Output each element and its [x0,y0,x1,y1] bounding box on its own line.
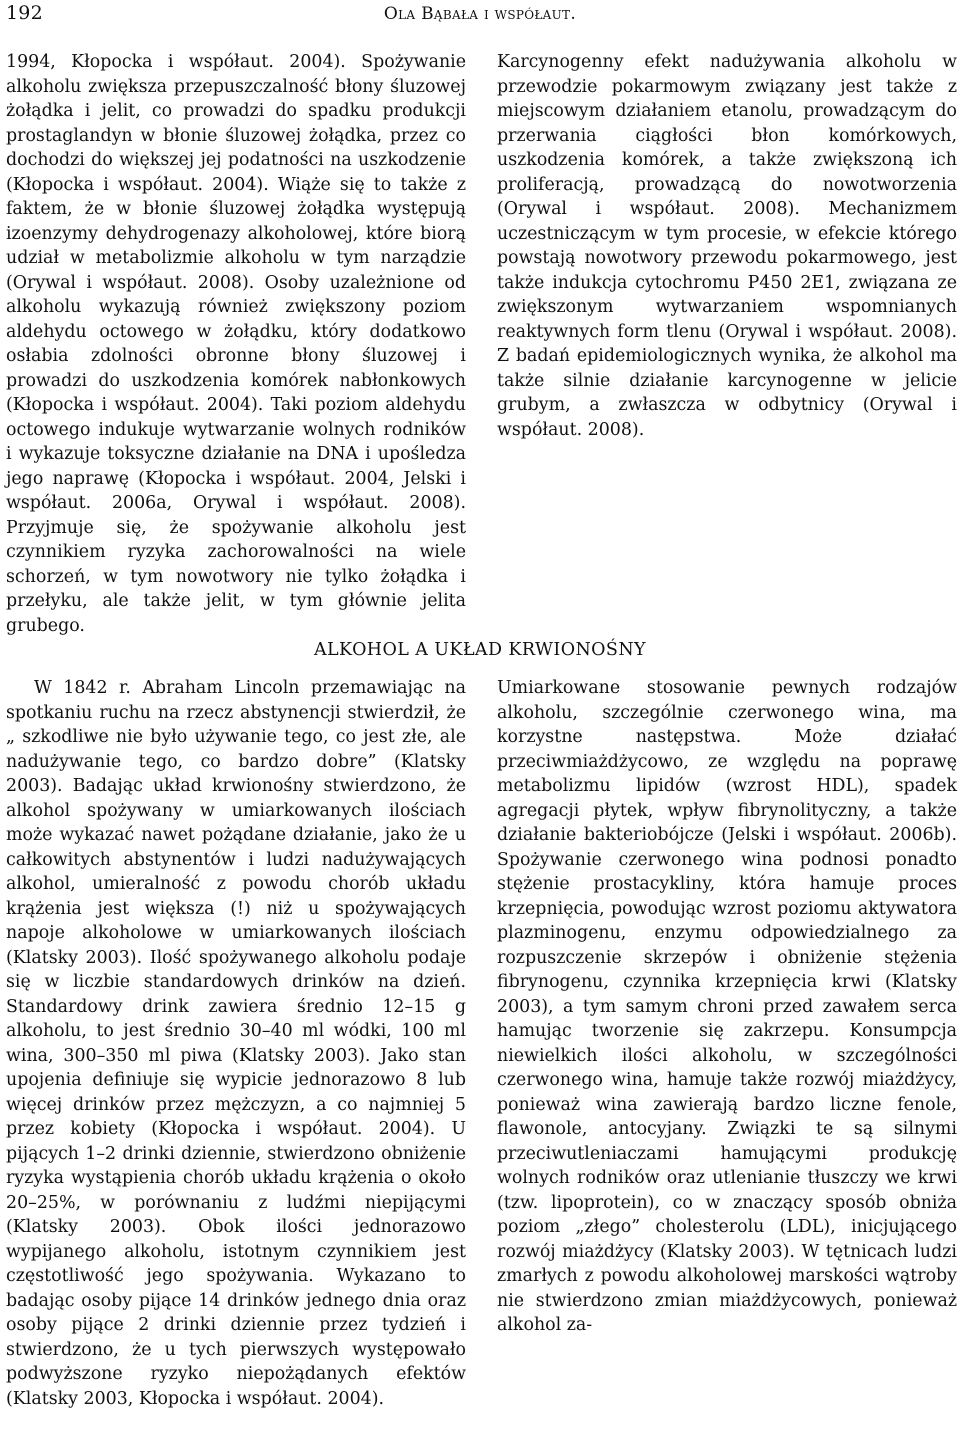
page-number: 192 [6,2,43,24]
page-header [0,0,960,30]
top-right-column [497,50,957,598]
paragraph: Karcynogenny efekt nadużywania alkoholu w przewodzie pokarmowym związany jest także z miejscowym działaniem etanolu, prowadzącym do przerwania ciągłości błon komórkowych, uszkodzenia komórek, a także zwiększoną ich proliferacją, prowadzącą do nowotworzenia (Orywal i współaut. 2008). Mechanizmem uczestniczącym w tym procesie, w efekcie którego powstają nowotwory przewodu pokarmowego, jest także indukcja cytochromu P450 2E1, związana ze zwiększonym wytwarzaniem wspomnianych reaktywnych form tlenu (Orywal i współaut. 2008). Z badań epidemiologicznych wynika, że alkohol ma także silnie działanie karcynogenne w jelicie grubym, a zwłaszcza w odbytnicy (Orywal i współaut. 2008). [497,52,957,440]
top-left-column [6,50,466,636]
paragraph: 1994, Kłopocka i współaut. 2004). Spożywanie alkoholu zwiększa przepuszczalność błony śluzowej żołądka i jelit, co prowadzi do spadku produkcji prostaglandyn w błonie śluzowej żołądka, przez co dochodzi do większej jej podatności na uszkodzenie (Kłopocka i współaut. 2004). Wiąże się to także z faktem, że w błonie śluzowej żołądka występują izoenzymy dehydrogenazy alkoholowej, które biorą udział w metabolizmie alkoholu w tym narządzie (Orywal i współaut. 2008). Osoby uzależnione od alkoholu wykazują również zwiększony poziom aldehydu octowego w żołądku, który dodatkowo osłabia zdolności obronne błony śluzowej i prowadzi do uszkodzenia komórek nabłonkowych (Kłopocka i współaut. 2004). Taki poziom aldehydu octowego indukuje wytwarzanie wolnych rodników i wykazuje toksyczne działanie na DNA i upośledza jego naprawę (Kłopocka i współaut. 2004, Jelski i współaut. 2006a, Orywal i współaut. 2008). Przyjmuje się, że spożywanie alkoholu jest czynnikiem ryzyka zachorowalności na wiele schorzeń, w tym nowotwory nie tylko żołądka i przełyku, ale także jelit, w tym głównie jelita grubego. [6,52,466,636]
section-left-column [6,676,466,1456]
running-head: Ola Bąbała i współaut. [383,4,577,24]
section-right-column [497,676,957,1456]
section-heading: ALKOHOL A UKŁAD KRWIONOŚNY [314,640,646,660]
paragraph: Umiarkowane stosowanie pewnych rodzajów alkoholu, szczególnie czerwonego wina, ma korzystne następstwa. Może działać przeciwmiażdżycowo, ze względu na poprawę metabolizmu lipidów (wzrost HDL), spadek agregacji płytek, wpływ fibrynolityczny, a także działanie bakteriobójcze (Jelski i współaut. 2006b). Spożywanie czerwonego wina podnosi ponadto stężenie prostacykliny, która hamuje proces krzepnięcia, powodując wzrost poziomu aktywatora plazminogenu, enzymu odpowiedzialnego za rozpuszczenie skrzepów i obniżenie stężenia fibrynogenu, czynnika krzepnięcia krwi (Klatsky 2003), a tym samym chroni przed zawałem serca hamując tworzenie się zakrzepu. Konsumpcja niewielkich ilości alkoholu, w szczególności czerwonego wina, hamuje także rozwój miażdżycy, ponieważ wina zawierają bardzo liczne fenole, flawonole, antocyjany. Związki te są silnymi przeciwutleniaczami hamującymi produkcję wolnych rodników oraz utlenianie tłuszczy we krwi (tzw. lipoprotein), co w znaczący sposób obniża poziom „złego” cholesterolu (LDL), inicjującego rozwój miażdżycy (Klatsky 2003). W tętnicach ludzi zmarłych z powodu alkoholowej marskości wątroby nie stwierdzono zmian miażdżycowych, ponieważ alkohol za- [497,678,957,1335]
paragraph: W 1842 r. Abraham Lincoln przemawiając na spotkaniu ruchu na rzecz abstynencji stwierdził, że „ szkodliwe nie było używanie tego, co jest złe, ale nadużywanie tego, co bardzo dobre” (Klatsky 2003). Badając układ krwionośny stwierdzono, że alkohol spożywany w umiarkowanych ilościach może wykazać nawet pożądane działanie, jako że u całkowitych abstynentów i ludzi nadużywających alkohol, umieralność z powodu chorób układu krążenia jest większa (!) niż u spożywających napoje alkoholowe w umiarkowanych ilościach (Klatsky 2003). Ilość spożywanego alkoholu podaje się w liczbie standardowych drinków na dzień. Standardowy drink zawiera średnio 12–15 g alkoholu, to jest średnio 30–40 ml wódki, 100 ml wina, 300–350 ml piwa (Klatsky 2003). Jako stan upojenia definiuje się wypicie jednorazowo 8 lub więcej drinków przez mężczyzn, a co najmniej 5 przez kobiety (Kłopocka i współaut. 2004). U pijących 1–2 drinki dziennie, stwierdzono obniżenie ryzyka wystąpienia chorób układu krążenia o około 20–25%, w porównaniu z ludźmi niepijącymi (Klatsky 2003). Obok ilości jednorazowo wypijanego alkoholu, istotnym czynnikiem jest częstotliwość jego spożywania. Wykazano to badając osoby pijące 14 drinków jednego dnia oraz osoby pijące 2 drinki dziennie przez tydzień i stwierdzono, że u tych pierwszych występowało podwyższone ryzyko niepożądanych efektów (Klatsky 2003, Kłopocka i współaut. 2004). [6,678,466,1409]
